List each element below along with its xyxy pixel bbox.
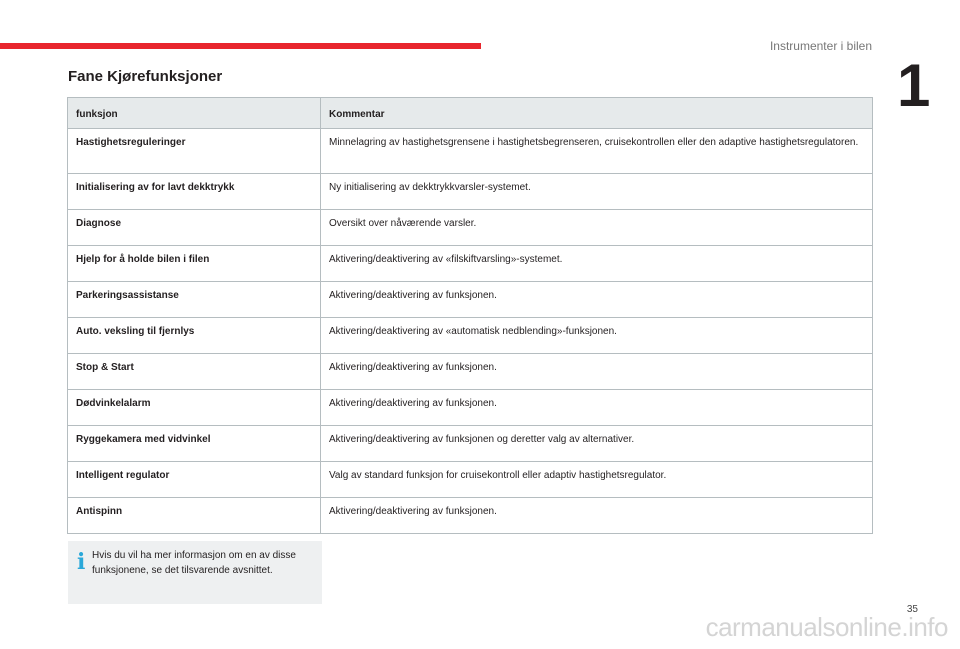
comment-cell: Aktivering/deaktivering av «automatisk nedblending»-funksjonen.: [321, 318, 873, 354]
section-title: Instrumenter i bilen: [769, 39, 872, 53]
table-row: [68, 129, 873, 174]
function-cell: Ryggekamera med vidvinkel: [68, 426, 321, 462]
comment-cell: Oversikt over nåværende varsler.: [321, 210, 873, 246]
page-number: 35: [906, 604, 918, 615]
table-row: [68, 390, 873, 426]
comment-cell: Aktivering/deaktivering av funksjonen og deretter valg av alternativer.: [321, 426, 873, 462]
comment-cell: Aktivering/deaktivering av funksjonen.: [321, 354, 873, 390]
column-header-comment: Kommentar: [321, 98, 873, 129]
table-row: [68, 462, 873, 498]
function-cell: Stop & Start: [68, 354, 321, 390]
table-row: [68, 210, 873, 246]
table-header-row: [68, 98, 873, 129]
function-cell: Hjelp for å holde bilen i filen: [68, 246, 321, 282]
info-icon: i: [77, 549, 86, 575]
table-row: [68, 426, 873, 462]
table-row: [68, 318, 873, 354]
comment-cell: Valg av standard funksjon for cruisekontroll eller adaptiv hastighetsregulator.: [321, 462, 873, 498]
info-note-text: Hvis du vil ha mer informasjon om en av disse funksjonene, se det tilsvarende avsnittet.: [92, 550, 296, 576]
table-row: [68, 246, 873, 282]
page-heading: Fane Kjørefunksjoner: [68, 68, 223, 85]
watermark: carmanualsonline.info: [705, 612, 948, 642]
chapter-number: 1: [897, 52, 931, 119]
function-cell: Initialisering av for lavt dekktrykk: [68, 174, 321, 210]
function-cell: Diagnose: [68, 210, 321, 246]
function-cell: Dødvinkelalarm: [68, 390, 321, 426]
comment-cell: Aktivering/deaktivering av funksjonen.: [321, 498, 873, 534]
function-cell: Parkeringsassistanse: [68, 282, 321, 318]
info-note: [68, 541, 322, 604]
header-accent-bar: [0, 43, 481, 49]
function-cell: Antispinn: [68, 498, 321, 534]
comment-cell: Aktivering/deaktivering av «filskiftvarsling»-systemet.: [321, 246, 873, 282]
function-cell: Auto. veksling til fjernlys: [68, 318, 321, 354]
comment-cell: Minnelagring av hastighetsgrensene i hastighetsbegrenseren, cruisekontrollen eller den adaptive hastighetsregulatoren.: [321, 129, 873, 174]
table-row: [68, 282, 873, 318]
column-header-function: funksjon: [68, 98, 321, 129]
comment-cell: Ny initialisering av dekktrykkvarsler-systemet.: [321, 174, 873, 210]
function-cell: Hastighetsreguleringer: [68, 129, 321, 174]
functions-table: [67, 97, 873, 534]
table-row: [68, 354, 873, 390]
function-cell: Intelligent regulator: [68, 462, 321, 498]
table-row: [68, 498, 873, 534]
comment-cell: Aktivering/deaktivering av funksjonen.: [321, 282, 873, 318]
comment-cell: Aktivering/deaktivering av funksjonen.: [321, 390, 873, 426]
table-row: [68, 174, 873, 210]
